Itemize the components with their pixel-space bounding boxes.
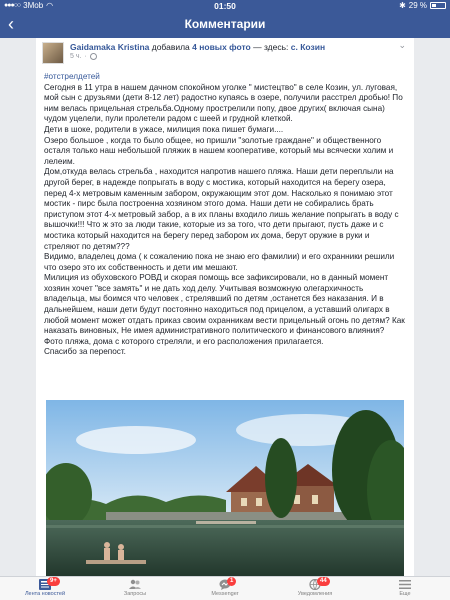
tab-label: Еще: [399, 591, 411, 597]
hashtag[interactable]: #отстрелдетей: [44, 72, 100, 81]
page-title: Комментарии: [184, 17, 266, 31]
bottom-tab-bar: [0, 576, 450, 600]
post-paragraph: Сегодня в 11 утра в нашем дачном спокойном уголке " мистецтво" в селе Козин, ул. луговая, мой сын с друзьями (дети 8-12 лет) радостно купаясь в озере, получили расстрел дробью! По ним велась прицельная стрельба.Одному прострелили попу, двое других( включая сына) чудом уцелели, пули пролетели радом с шеей и грудной клеткой.: [44, 82, 403, 124]
post-action: добавила: [151, 42, 190, 52]
post-byline: [70, 42, 325, 52]
globe-icon: [90, 53, 97, 60]
post-paragraph: Дети в шоке, родители в ужасе, милиция пока пишет бумаги....: [44, 124, 284, 134]
tab-requests[interactable]: [90, 577, 180, 600]
post-paragraph: Фото пляжа, дома с которого стреляли, и его расположения прилагается.: [44, 336, 324, 346]
place-link[interactable]: с. Козин: [290, 42, 326, 52]
tab-label: Уведомления: [297, 591, 333, 597]
post-paragraph: Дом,откуда велась стрельба , находится напротив нашего пляжа. Наши дети переплыли на другой берег, в надежде попрыгать в воду с мостика, который находится на берегу озера, перед 4-х метровым каменным забором, окружающим этот дом. Насколько я понимаю этот мостик - пирс была построенна хозяином этого дома. Наши дети не собирались брать приступом этот 4-х метровый забор, а в их планы входило лишь желание попрыгать в воду с вышочки!!! Что ж это за люди такие, которые из за того, что дети прыгают, пусть даже и с мостика который находится на берегу перед забором их дома, берут оружие в руки и стреляют по детям???: [44, 167, 399, 251]
post-paragraph: Милиция из обуховского РОВД и скорая помощь все зафиксировали, но в данный момент хозяин хочет "все замять" и не дать ход делу. Учитывая возможную олегархичность владельца, мы боимся что человек , стрелявший по детям ,останется без наказания. И в дальнейшем, наши дети будут постоянно находиться под прицелом, а уставший олигарх в любой момент может отдать приказ своим охранникам вести прицельный огонь по детям? Как наказать виновных, Не имея административного политического и финансового влияния?: [44, 273, 405, 336]
signal-icon: ●●●○○: [4, 2, 21, 9]
status-bar: [0, 0, 450, 12]
bluetooth-icon: ✱: [399, 1, 406, 10]
battery-icon: [430, 2, 446, 9]
photos-count[interactable]: 4 новых фото: [192, 42, 251, 52]
battery-percent: 29 %: [408, 1, 427, 10]
post-paragraph: Видимо, владелец дома ( к сожалению пока не знаю его фамилии) и его охранники решили что озеро это их собственность и дети им мешают.: [44, 252, 395, 272]
post-meta: 5 ч. ·: [70, 53, 97, 60]
place-prefix: — здесь:: [253, 42, 289, 52]
tab-more[interactable]: [360, 577, 450, 600]
news-feed-badge: 9+: [47, 577, 60, 586]
wifi-icon: ◠: [46, 1, 54, 10]
post-header: [36, 38, 414, 72]
nav-bar: [0, 12, 450, 38]
messenger-badge: 1: [227, 577, 236, 586]
post-photo[interactable]: [46, 400, 404, 576]
tab-notifications[interactable]: [270, 577, 360, 600]
chevron-down-icon[interactable]: ⌄: [398, 40, 406, 50]
post-body: [36, 72, 414, 358]
tab-label: Лента новостей: [24, 591, 66, 597]
tab-news-feed[interactable]: [0, 577, 90, 600]
tab-messenger[interactable]: [180, 577, 270, 600]
lake-photo-image: [46, 400, 404, 576]
notifications-badge: 44: [317, 577, 330, 586]
clock: 01:50: [214, 1, 236, 11]
tab-label: Messenger: [211, 591, 239, 597]
post-paragraph: Озеро большое , когда то было общее, но пришли "золотые граждане" и общественного осталя только наш небольшой пляжик в нашем кооперативе, который мы всячески холим и лелеим.: [44, 135, 394, 166]
avatar[interactable]: [42, 42, 64, 64]
carrier-name: 3Mob: [23, 1, 44, 10]
author-name[interactable]: Gaidamaka Kristina: [70, 42, 150, 52]
post-time[interactable]: 5 ч.: [70, 53, 82, 60]
tab-label: Запросы: [123, 591, 147, 597]
post-paragraph: Спасибо за перепост.: [44, 347, 126, 357]
friend-requests-icon: [129, 579, 141, 590]
menu-icon: [399, 579, 411, 590]
post-card: [36, 38, 414, 576]
chevron-left-icon[interactable]: ‹: [8, 14, 14, 34]
